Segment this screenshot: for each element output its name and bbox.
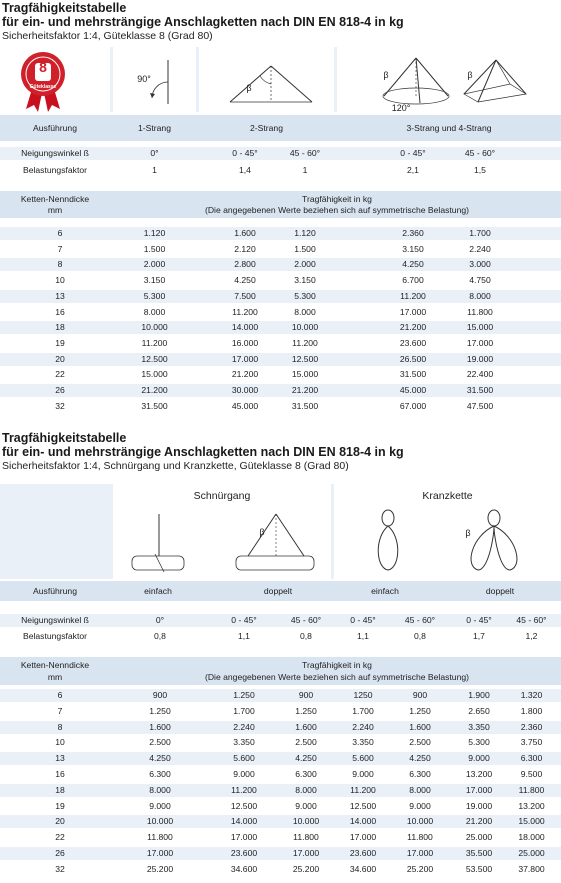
row-value: 8.000	[295, 784, 317, 795]
table1-header	[2, 1, 404, 43]
table1-ketten-header	[0, 191, 561, 218]
table-row	[0, 321, 561, 334]
neigung-value: 45 - 60°	[289, 148, 321, 158]
row-value: 1.600	[149, 721, 171, 732]
table2-subtitle: Sicherheitsfaktor 1:4, Schnürgang und Kranzkette, Güteklasse 8 (Grad 80)	[2, 460, 349, 472]
row-value: 9.000	[352, 769, 374, 779]
row-value: 5.600	[352, 753, 374, 764]
row-value: 17.000	[292, 848, 320, 858]
row-value: 21.200	[399, 322, 427, 333]
row-value: 21.200	[291, 385, 319, 395]
table1-belastung-row	[0, 164, 561, 177]
row-dicke: 10	[55, 275, 65, 286]
belastung-value: 1,7	[473, 631, 485, 641]
row-value: 4.250	[149, 753, 171, 764]
row-value: 9.000	[295, 800, 317, 811]
row-value: 6.300	[295, 769, 317, 779]
row-value: 21.200	[231, 369, 259, 380]
row-value: 1.700	[469, 228, 491, 238]
row-value: 3.350	[352, 737, 374, 748]
row-value: 2.650	[468, 705, 490, 716]
belastung-value: 1,2	[525, 631, 538, 641]
neigung-value: 0 - 45°	[350, 615, 376, 625]
table2-ausfuehrung-row	[0, 581, 561, 601]
table-row	[0, 863, 561, 876]
row-value: 1.120	[143, 228, 166, 238]
row-value: 11.200	[231, 784, 257, 795]
row-value: 11.800	[293, 832, 319, 843]
row-value: 26.500	[399, 353, 427, 364]
row-dicke: 22	[55, 369, 65, 380]
row-value: 4.250	[295, 753, 317, 764]
neigung-value: 0°	[155, 615, 165, 625]
row-value: 8.000	[149, 784, 171, 795]
beta-label-4strand: β	[467, 70, 473, 80]
row-value: 14.000	[230, 816, 258, 827]
table2-title-line2: für ein- und mehrsträngige Anschlagketten nach DIN EN 818-4 in kg	[2, 445, 404, 459]
row-value: 21.200	[141, 385, 168, 395]
table1-subtitle: Sicherheitsfaktor 1:4, Güteklasse 8 (Grad 80)	[2, 30, 213, 42]
table1-ausfuehrung-row	[0, 115, 561, 141]
row-value: 2.500	[409, 737, 431, 748]
row-value: 4.250	[234, 275, 256, 286]
row-value: 9.000	[233, 769, 255, 779]
schnuergang-einfach-icon	[128, 512, 190, 574]
neigung-value: 45 - 60°	[516, 615, 547, 625]
table-row	[0, 815, 561, 828]
table-row	[0, 384, 561, 397]
row-value: 2.000	[294, 259, 316, 270]
ausfuehrung-einfach: einfach	[371, 586, 399, 596]
row-value: 1.250	[409, 705, 431, 716]
tragfaehigkeit-note: (Die angegebenen Werte beziehen sich auf symmetrische Belastung)	[204, 672, 469, 682]
row-value: 4.250	[409, 753, 431, 764]
row-value: 15.000	[291, 369, 319, 380]
badge-number: 8	[39, 59, 47, 75]
ausfuehrung-3-4strang: 3-Strang und 4-Strang	[406, 123, 492, 133]
row-value: 31.500	[291, 400, 319, 411]
row-value: 1.900	[468, 690, 490, 700]
row-value: 17.000	[406, 848, 434, 858]
table-row	[0, 243, 561, 256]
row-value: 12.500	[349, 800, 377, 811]
angle-120-label: 120°	[391, 103, 411, 113]
neigung-label: Neigungswinkel ß	[21, 148, 89, 158]
row-value: 10.000	[146, 816, 174, 827]
row-value: 53.500	[465, 863, 493, 874]
ausfuehrung-label: Ausführung	[33, 123, 77, 133]
row-value: 25.200	[146, 863, 174, 874]
row-value: 2.500	[295, 737, 317, 748]
row-value: 25.000	[465, 832, 493, 843]
table-row	[0, 705, 561, 718]
row-value: 1.600	[234, 228, 256, 238]
ketten-unit: mm	[47, 672, 63, 682]
row-value: 11.800	[147, 832, 173, 843]
table-row	[0, 400, 561, 413]
row-value: 4.750	[469, 275, 491, 286]
table-row	[0, 736, 561, 749]
belastung-value: 1	[302, 165, 308, 175]
belastung-label: Belastungsfaktor	[22, 165, 87, 175]
two-strand-icon	[226, 60, 316, 108]
row-value: 1.600	[295, 721, 317, 732]
row-value: 25.200	[406, 863, 434, 874]
row-value: 45.000	[399, 385, 427, 395]
row-value: 1.250	[295, 705, 317, 716]
ketten-label: Ketten-Nenndicke	[20, 194, 90, 204]
table2-ketten-header	[0, 657, 561, 685]
neigung-value: 45 - 60°	[464, 148, 496, 158]
belastung-value: 1,5	[474, 165, 486, 175]
belastung-label: Belastungsfaktor	[22, 631, 87, 641]
table-row	[0, 752, 561, 765]
row-value: 2.240	[352, 721, 374, 732]
row-value: 11.800	[467, 306, 493, 317]
neigung-value: 0 - 45°	[232, 148, 258, 158]
row-value: 11.200	[400, 290, 426, 301]
row-dicke: 13	[55, 290, 65, 301]
row-value: 2.000	[143, 259, 166, 270]
row-value: 10.000	[292, 816, 320, 827]
row-value: 31.500	[466, 385, 494, 395]
row-value: 17.000	[349, 832, 377, 843]
group-schnuergang: Schnürgang	[193, 490, 251, 502]
row-dicke: 32	[55, 863, 65, 874]
row-value: 9.000	[149, 800, 171, 811]
tragfaehigkeit-note: (Die angegebenen Werte beziehen sich auf symmetrische Belastung)	[204, 205, 469, 215]
row-value: 19.000	[465, 800, 493, 811]
table-row	[0, 258, 561, 271]
row-value: 4.250	[402, 259, 424, 270]
row-dicke: 13	[55, 753, 65, 764]
table2-header	[2, 431, 404, 473]
row-value: 1.700	[233, 705, 255, 716]
row-value: 21.200	[465, 816, 493, 827]
row-value: 67.000	[399, 400, 427, 411]
row-value: 6.300	[520, 753, 543, 764]
table-row	[0, 290, 561, 303]
belastung-value: 1,4	[239, 165, 251, 175]
row-value: 10.000	[291, 322, 319, 333]
belastung-value: 1,1	[238, 631, 250, 641]
row-value: 31.500	[141, 400, 168, 411]
badge-label: Güteklasse	[29, 84, 57, 90]
row-value: 1.500	[143, 243, 166, 254]
row-value: 11.200	[232, 306, 258, 317]
table-row	[0, 368, 561, 381]
row-value: 12.500	[141, 353, 168, 364]
row-value: 10.000	[406, 816, 434, 827]
table2-title: Tragfähigkeitstabelle	[2, 431, 127, 445]
row-value: 1.250	[149, 705, 171, 716]
row-dicke: 26	[55, 385, 65, 395]
row-dicke: 20	[55, 816, 65, 827]
row-value: 11.800	[518, 784, 545, 795]
row-value: 45.000	[231, 400, 259, 411]
ausfuehrung-label: Ausführung	[33, 586, 77, 596]
row-value: 3.150	[143, 275, 166, 286]
table-row	[0, 784, 561, 797]
row-value: 19.000	[466, 353, 494, 364]
row-value: 18.000	[518, 832, 545, 843]
row-value: 2.120	[234, 243, 256, 254]
row-dicke: 7	[57, 243, 63, 254]
table-row	[0, 337, 561, 350]
row-value: 47.500	[466, 400, 494, 411]
neigung-value: 0 - 45°	[466, 615, 492, 625]
group-kranzkette: Kranzkette	[422, 490, 473, 502]
row-value: 8.000	[409, 784, 431, 795]
row-value: 17.000	[465, 784, 493, 795]
row-value: 17.000	[230, 832, 258, 843]
row-value: 17.000	[146, 848, 174, 858]
row-value: 1.250	[233, 690, 255, 700]
table-row	[0, 274, 561, 287]
row-value: 31.500	[399, 369, 427, 380]
row-value: 13.200	[465, 769, 493, 779]
row-value: 14.000	[231, 322, 259, 333]
table-row	[0, 831, 561, 844]
row-value: 2.240	[469, 243, 491, 254]
row-value: 8.000	[469, 290, 491, 301]
row-dicke: 6	[57, 690, 63, 700]
row-value: 9.500	[520, 769, 543, 779]
ausfuehrung-einfach: einfach	[144, 586, 172, 596]
ausfuehrung-doppelt: doppelt	[263, 586, 293, 596]
ausfuehrung-doppelt: doppelt	[485, 586, 515, 596]
kranzkette-einfach-icon	[372, 508, 406, 574]
row-value: 13.200	[518, 800, 545, 811]
beta-label-kranzkette: β	[465, 528, 471, 538]
ketten-label: Ketten-Nenndicke	[20, 660, 90, 670]
row-value: 1.120	[294, 228, 316, 238]
row-value: 34.600	[349, 863, 377, 874]
row-value: 1.320	[520, 690, 543, 700]
row-value: 7.500	[234, 290, 256, 301]
row-value: 15.000	[141, 369, 168, 380]
table1-title: Tragfähigkeitstabelle	[2, 1, 127, 15]
row-value: 1.800	[520, 705, 543, 716]
row-dicke: 8	[57, 259, 63, 270]
row-value: 12.500	[230, 800, 258, 811]
row-value: 25.200	[292, 863, 320, 874]
row-value: 15.000	[466, 322, 494, 333]
table-row	[0, 689, 561, 702]
row-dicke: 22	[55, 832, 65, 843]
row-value: 23.600	[399, 337, 427, 348]
row-value: 900	[152, 690, 168, 700]
row-value: 1250	[353, 690, 373, 700]
belastung-value: 1,1	[357, 631, 369, 641]
neigung-value: 45 - 60°	[404, 615, 436, 625]
beta-label-3strand: β	[383, 70, 389, 80]
row-value: 2.240	[233, 721, 255, 732]
row-value: 2.360	[402, 228, 424, 238]
neigung-value: 0 - 45°	[231, 615, 257, 625]
row-value: 8.000	[294, 306, 316, 317]
kranzkette-doppelt-icon	[460, 508, 530, 574]
row-dicke: 26	[55, 848, 65, 858]
row-value: 9.000	[409, 800, 431, 811]
row-value: 17.000	[399, 306, 427, 317]
row-value: 35.500	[465, 848, 493, 858]
row-value: 11.200	[350, 784, 376, 795]
row-value: 10.000	[141, 322, 168, 333]
row-dicke: 19	[55, 337, 65, 348]
table1-neigung-row	[0, 147, 561, 160]
angle-90-label: 90°	[137, 74, 151, 84]
row-value: 14.000	[349, 816, 377, 827]
belastung-value: 1	[152, 165, 157, 175]
row-value: 17.000	[231, 353, 259, 364]
neigung-value: 0 - 45°	[400, 148, 426, 158]
row-value: 2.500	[149, 737, 171, 748]
row-value: 3.350	[468, 721, 490, 732]
row-value: 5.300	[294, 290, 316, 301]
row-value: 8.000	[143, 306, 166, 317]
row-value: 37.800	[518, 863, 545, 874]
table2-neigung-row	[0, 614, 561, 627]
row-value: 5.300	[468, 737, 490, 748]
row-value: 17.000	[466, 337, 494, 348]
row-dicke: 6	[57, 228, 63, 238]
neigung-value: 45 - 60°	[290, 615, 322, 625]
row-value: 34.600	[230, 863, 258, 874]
row-dicke: 20	[55, 353, 65, 364]
row-dicke: 18	[55, 784, 65, 795]
row-dicke: 16	[55, 306, 65, 317]
row-dicke: 18	[55, 322, 65, 333]
row-value: 11.200	[141, 337, 168, 348]
table-row	[0, 847, 561, 860]
row-value: 5.300	[143, 290, 166, 301]
row-value: 30.000	[231, 385, 259, 395]
tragfaehigkeit-label: Tragfähigkeit in kg	[302, 660, 372, 670]
row-value: 11.800	[407, 832, 433, 843]
ausfuehrung-2strang: 2-Strang	[250, 123, 283, 133]
ketten-unit: mm	[47, 205, 63, 215]
neigung-label: Neigungswinkel ß	[21, 615, 89, 625]
row-value: 16.000	[231, 337, 259, 348]
belastung-value: 2,1	[407, 165, 419, 175]
row-value: 15.000	[518, 816, 545, 827]
ausfuehrung-1strang: 1-Strang	[138, 123, 171, 133]
row-value: 6.700	[402, 275, 424, 286]
belastung-value: 0,8	[414, 631, 426, 641]
row-value: 3.150	[294, 275, 316, 286]
row-dicke: 8	[57, 721, 63, 732]
row-dicke: 10	[55, 737, 65, 748]
schnuergang-doppelt-icon	[232, 510, 318, 576]
row-value: 1.700	[352, 705, 374, 716]
row-value: 3.150	[402, 243, 424, 254]
row-value: 25.000	[518, 848, 545, 858]
table2-belastung-row	[0, 630, 561, 643]
table-row	[0, 721, 561, 734]
row-value: 11.200	[292, 337, 318, 348]
row-value: 2.800	[234, 259, 256, 270]
row-dicke: 19	[55, 800, 65, 811]
table-row	[0, 800, 561, 813]
table1-title-line2: für ein- und mehrsträngige Anschlagketten nach DIN EN 818-4 in kg	[2, 15, 404, 29]
row-value: 5.600	[233, 753, 255, 764]
neigung-value: 0°	[150, 148, 159, 158]
beta-label-schnuergang: β	[259, 527, 265, 537]
tragfaehigkeit-label: Tragfähigkeit in kg	[302, 194, 372, 204]
row-dicke: 7	[57, 705, 63, 716]
table-row	[0, 353, 561, 366]
row-value: 2.360	[520, 721, 543, 732]
beta-label-2strand: β	[246, 83, 252, 93]
belastung-value: 0,8	[154, 631, 166, 641]
table-row	[0, 768, 561, 781]
row-value: 6.300	[409, 769, 431, 779]
row-value: 1.600	[409, 721, 431, 732]
row-value: 23.600	[349, 848, 377, 858]
row-value: 6.300	[149, 769, 171, 779]
row-value: 3.750	[520, 737, 543, 748]
belastung-value: 0,8	[300, 631, 312, 641]
row-dicke: 16	[55, 769, 65, 779]
row-value: 900	[412, 690, 428, 700]
row-dicke: 32	[55, 400, 65, 411]
row-value: 22.400	[466, 369, 494, 380]
row-value: 12.500	[291, 353, 319, 364]
row-value: 9.000	[468, 753, 490, 764]
multi-strand-icon	[378, 56, 528, 108]
row-value: 1.500	[294, 243, 316, 254]
table-row	[0, 227, 561, 240]
row-value: 3.000	[469, 259, 491, 270]
row-value: 3.350	[233, 737, 255, 748]
row-value: 23.600	[230, 848, 258, 858]
row-value: 900	[298, 690, 314, 700]
table-row	[0, 306, 561, 319]
